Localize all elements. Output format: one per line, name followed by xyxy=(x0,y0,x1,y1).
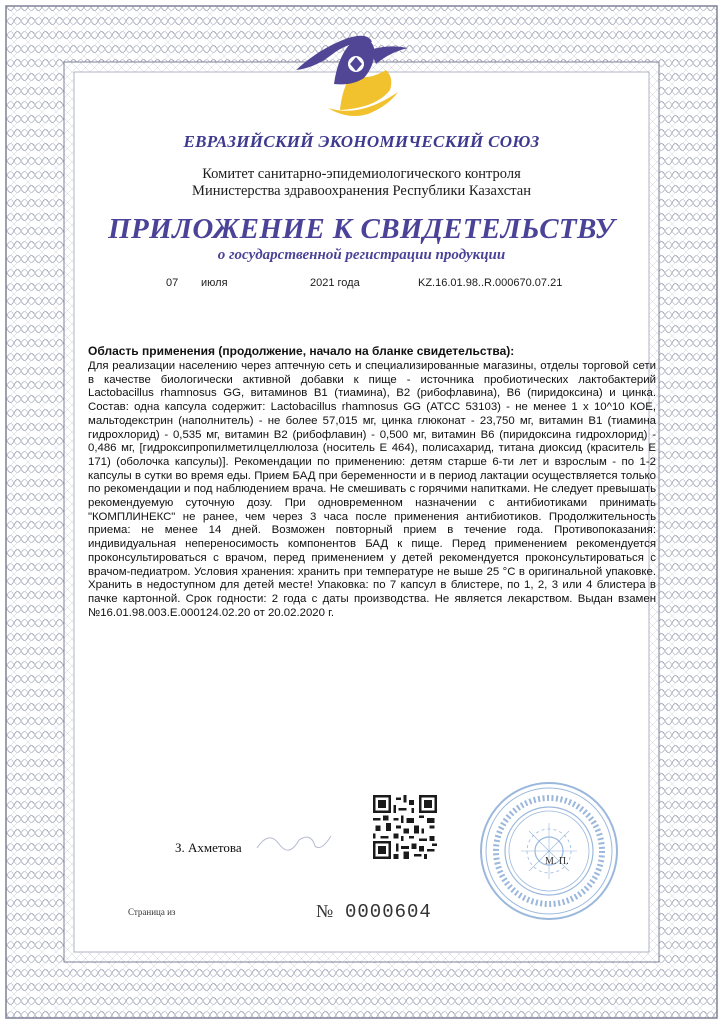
union-name: ЕВРАЗИЙСКИЙ ЭКОНОМИЧЕСКИЙ СОЮЗ xyxy=(183,132,540,151)
eaeu-logo-icon xyxy=(290,30,420,120)
page-label: Страница из xyxy=(128,907,176,917)
date-month: июля xyxy=(201,277,228,289)
official-stamp-icon xyxy=(478,780,620,922)
document-title: ПРИЛОЖЕНИЕ К СВИДЕТЕЛЬСТВУ xyxy=(108,213,615,245)
signer-name: З. Ахметова xyxy=(175,840,242,855)
date-day: 07 xyxy=(166,277,179,289)
number-sign: № xyxy=(316,901,334,921)
committee-line-2: Министерства здравоохранения Республики Казахстан xyxy=(192,183,531,199)
stamp-label: М. П. xyxy=(545,856,569,867)
date-year: 2021 года xyxy=(310,277,360,289)
qr-code-icon xyxy=(373,795,437,859)
form-number: 0000604 xyxy=(345,901,432,923)
section-heading: Область применения (продолжение, начало на бланке свидетельства): xyxy=(88,344,515,358)
committee-line-1: Комитет санитарно-эпидемиологического контроля xyxy=(202,166,521,182)
document-subtitle: о государственной регистрации продукции xyxy=(217,247,506,263)
registration-number: KZ.16.01.98..R.000670.07.21 xyxy=(418,277,563,289)
signature-icon xyxy=(255,826,335,856)
body-text: Для реализации населению через аптечную сеть и специализированные магазины, отделы торговой сети в качестве биологически активной добавки к пище - источника пробиотических лактобактерий Lactobacillus rhamnosus GG, витаминов B1 (тиамина), B2 (рибофлавина), B6 (пиридоксина) и цинка. Состав: одна капсула содержит: Lactobacillus rhamnosus GG (ATCC 53103) - не менее 1 x 10^10 КОЕ, мальтодекстрин (наполнитель) - не более 57,015 мг, цинка глюконат - 23,750 мг, витамин B1 (тиамина гидрохлорид) - 0,535 мг, витамин B2 (рибофлавин) - 0,500 мг, витамин B6 (пиридоксина гидрохлорид) - 0,486 мг, [гидроксипропилметилцеллюлоза (носитель Е 464), полисахарид, титана диоксид (краситель Е 171) (оболочка капсулы)]. Рекомендации по применению: детям старше 6-ти лет и взрослым - по 1-2 капсулы в сутки во время еды. Прием БАД при беременности и в период лактации осуществляется только по рекомендации и под наблюдением врача. Не смешивать с горячими напитками. Не следует превышать рекомендуемую суточную дозу. При одновременном назначении с антибиотиками принимать "КОМПЛИНЕКС" не ранее, чем через 3 часа после применения антибиотиков. Продолжительность приема: не менее 14 дней. Возможен повторный прием в течение года. Противопоказания: индивидуальная непереносимость компонентов БАД к пище. Перед применением рекомендуется проконсультироваться с врачом, перед применением у детей рекомендуется проконсультироваться с врачом-педиатром. Условия хранения: хранить при температуре не выше 25 °С в оригинальной упаковке. Хранить в недоступном для детей месте! Упаковка: по 7 капсул в блистере, по 1, 2, 3 или 4 блистера в пачке картонной. Срок годности: 2 года с даты производства. Не является лекарством. Выдан взамен №16.01.98.003.E.000124.02.20 от 20.02.2020 г. xyxy=(88,360,656,619)
